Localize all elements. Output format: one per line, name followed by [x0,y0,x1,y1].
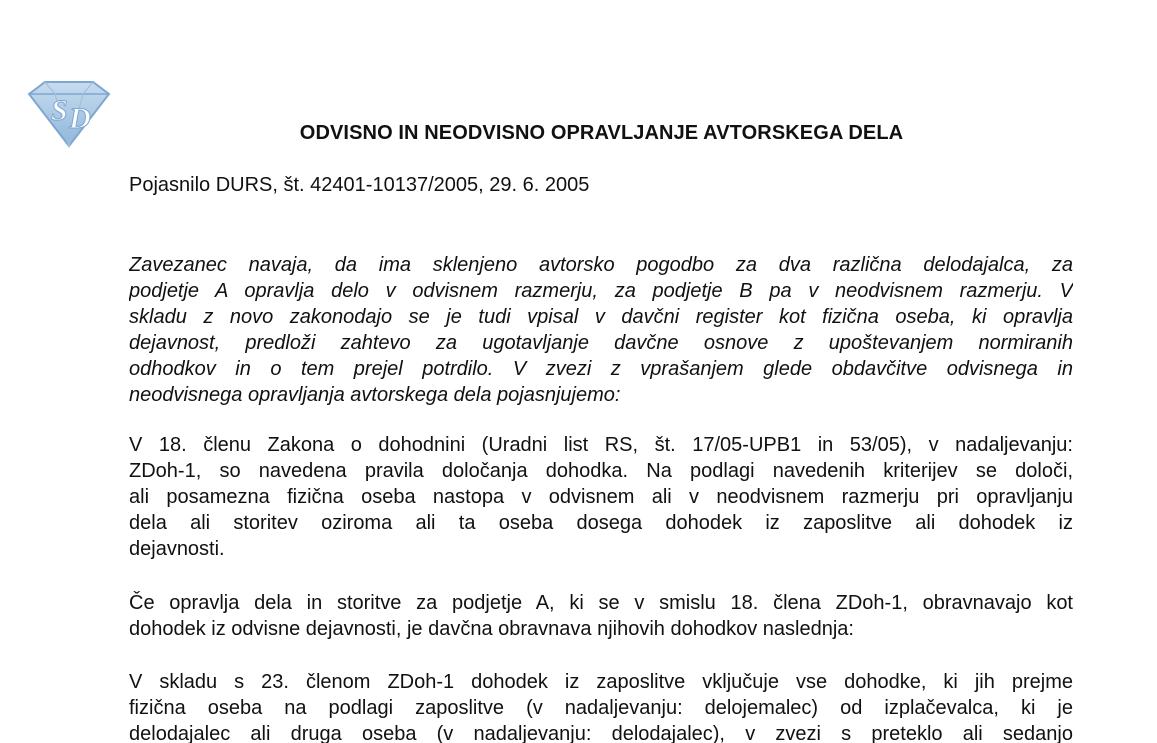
paragraph [129,252,1073,408]
text-line: delodajalec ali druga oseba (v nadaljevanju: delodajalec), v zvezi s preteklo ali sedanjo [129,723,1073,743]
paragraph [129,590,1073,642]
paragraph [129,432,1073,562]
text-line: Če opravlja dela in storitve za podjetje A, ki se v smislu 18. člena ZDoh-1, obravnavajo kot [129,592,1073,614]
text-line: dohodek iz odvisne dejavnosti, je davčna obravnava njihovih dohodkov naslednja: [129,618,854,640]
text-line: skladu z novo zakonodajo se je tudi vpisal v davčni register kot fizična oseba, ki opravlja [129,306,1073,328]
paragraph-intro [129,252,1073,408]
text-line: dejavnost, predloži zahtevo za ugotavljanje davčne osnove z upoštevanjem normiranih [129,332,1073,354]
text-line: podjetje A opravlja delo v odvisnem razmerju, za podjetje B pa v neodvisnem razmerju. V [129,280,1073,302]
text-line: Zavezanec navaja, da ima sklenjeno avtorsko pogodbo za dva različna delodajalca, za [129,254,1073,276]
paragraph-article-23 [129,669,1073,743]
svg-text:S: S [51,94,68,127]
text-line: V 18. členu Zakona o dohodnini (Uradni list RS, št. 17/05-UPB1 in 53/05), v nadaljevanju: [129,434,1073,456]
text-line: V skladu s 23. členom ZDoh-1 dohodek iz zaposlitve vključuje vse dohodke, ki jih prejme [129,671,1073,693]
text-line: neodvisnega opravljanja avtorskega dela pojasnjujemo: [129,384,621,406]
text-line: fizična oseba na podlagi zaposlitve (v nadaljevanju: delojemalec) od izplačevalca, ki je [129,697,1073,719]
paragraph-company-a [129,590,1073,642]
paragraph [129,669,1073,743]
document-reference: Pojasnilo DURS, št. 42401-10137/2005, 29. 6. 2005 [129,174,590,196]
text-line: dela ali storitev oziroma ali ta oseba dosega dohodek iz zaposlitve ali dohodek iz [129,512,1073,534]
document-title: ODVISNO IN NEODVISNO OPRAVLJANJE AVTORSKEGA DELA [299,122,904,144]
text-line: dejavnosti. [129,538,225,560]
text-line: odhodkov in o tem prejel potrdilo. V zvezi z vprašanjem glede obdavčitve odvisnega in [129,358,1073,380]
paragraph-article-18 [129,432,1073,562]
text-line: ZDoh-1, so navedena pravila določanja dohodka. Na podlagi navedenih kriterijev se določi, [129,460,1073,482]
text-line: ali posamezna fizična oseba nastopa v odvisnem ali v neodvisnem razmerju pri opravljanju [129,486,1073,508]
svg-text:D: D [69,102,91,135]
